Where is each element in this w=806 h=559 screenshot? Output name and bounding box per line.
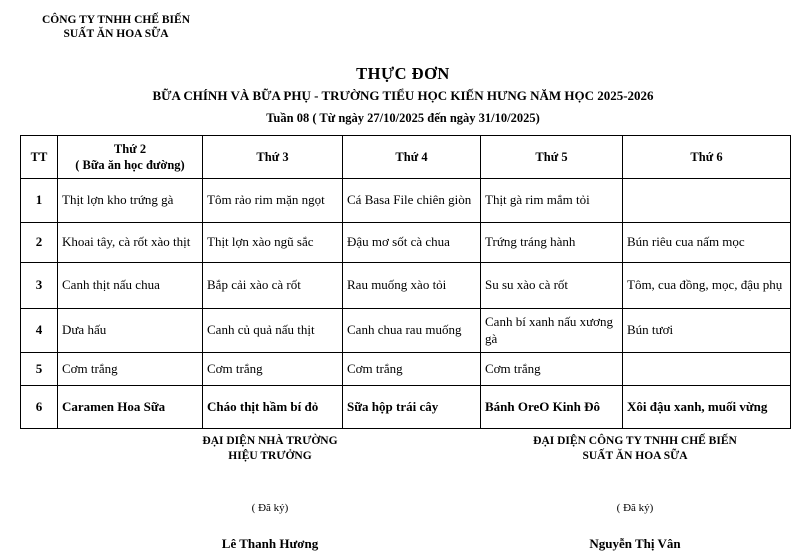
table-row [21,179,791,223]
menu-cell: Cháo thịt hầm bí đỏ [203,386,343,429]
signature-role-line1: ĐẠI DIỆN NHÀ TRƯỜNG [202,435,338,447]
menu-cell: Cá Basa File chiên giòn [343,179,481,223]
menu-cell: Canh chua rau muống [343,309,481,353]
menu-cell: Trứng tráng hành [481,223,623,263]
row-number: 5 [21,353,58,386]
column-header-monday-label: Thứ 2 [113,141,147,156]
menu-cell: Dưa hấu [58,309,203,353]
signer-name: Lê Thanh Hương [221,535,319,551]
page-subtitle: BỮA CHÍNH VÀ BỮA PHỤ - TRƯỜNG TIỂU HỌC KIẾN HƯNG NĂM HỌC 2025-2026 [152,88,654,103]
menu-cell [623,179,791,223]
menu-cell: Thịt gà rim mắm tỏi [481,179,623,223]
column-header-monday-sub: ( Bữa ăn học đường) [75,158,185,172]
company-name-line1: CÔNG TY TNHH CHẾ BIẾN [41,14,191,26]
signer-name: Nguyễn Thị Vân [589,535,681,551]
menu-cell: Bánh OreO Kinh Đô [481,386,623,429]
table-header-row [21,136,791,179]
company-name-line2: SUẤT ĂN HOA SỮA [63,28,169,41]
menu-cell: Canh thịt nấu chua [58,263,203,309]
menu-cell: Bún tươi [623,309,791,353]
signature-role-line2: HIỆU TRƯỞNG [228,449,312,462]
column-header-monday [58,136,203,179]
column-header-wednesday: Thứ 4 [343,136,481,179]
menu-cell: Bún riêu cua nấm mọc [623,223,791,263]
row-number: 6 [21,386,58,429]
menu-cell: Bắp cải xào cà rốt [203,263,343,309]
menu-cell: Caramen Hoa Sữa [58,386,203,429]
signed-note: ( Đã ký) [251,501,289,514]
menu-cell: Cơm trắng [203,353,343,386]
signature-block-company [490,434,780,552]
signature-role-line2: SUẤT ĂN HOA SỮA [582,449,688,462]
column-header-tt: TT [21,136,58,179]
menu-cell: Thịt lợn kho trứng gà [58,179,203,223]
column-header-thursday: Thứ 5 [481,136,623,179]
menu-cell: Xôi đậu xanh, muối vừng [623,386,791,429]
menu-cell: Su su xào cà rốt [481,263,623,309]
row-number: 4 [21,309,58,353]
menu-cell: Thịt lợn xào ngũ sắc [203,223,343,263]
row-number: 1 [21,179,58,223]
menu-cell [623,353,791,386]
signature-role-line1: ĐẠI DIỆN CÔNG TY TNHH CHẾ BIẾN [533,435,737,447]
signed-note: ( Đã ký) [616,501,654,514]
menu-table [20,135,791,429]
menu-cell: Cơm trắng [343,353,481,386]
table-row [21,223,791,263]
week-line: Tuần 08 ( Từ ngày 27/10/2025 đến ngày 31/10/2025) [266,111,540,125]
company-header [16,13,216,42]
menu-cell: Canh bí xanh nấu xương gà [481,309,623,353]
menu-cell: Cơm trắng [58,353,203,386]
menu-cell: Đậu mơ sốt cà chua [343,223,481,263]
table-row [21,309,791,353]
menu-cell: Cơm trắng [481,353,623,386]
row-number: 3 [21,263,58,309]
column-header-tuesday: Thứ 3 [203,136,343,179]
signature-block-school [150,434,390,552]
menu-cell: Canh củ quả nấu thịt [203,309,343,353]
menu-cell: Tôm, cua đồng, mọc, đậu phụ [623,263,791,309]
column-header-friday: Thứ 6 [623,136,791,179]
page-title: THỰC ĐƠN [356,64,450,83]
table-row [21,386,791,429]
menu-cell: Khoai tây, cà rốt xào thịt [58,223,203,263]
table-row [21,353,791,386]
table-row [21,263,791,309]
menu-cell: Tôm rảo rim mặn ngọt [203,179,343,223]
menu-cell: Rau muống xào tỏi [343,263,481,309]
menu-cell: Sữa hộp trái cây [343,386,481,429]
row-number: 2 [21,223,58,263]
